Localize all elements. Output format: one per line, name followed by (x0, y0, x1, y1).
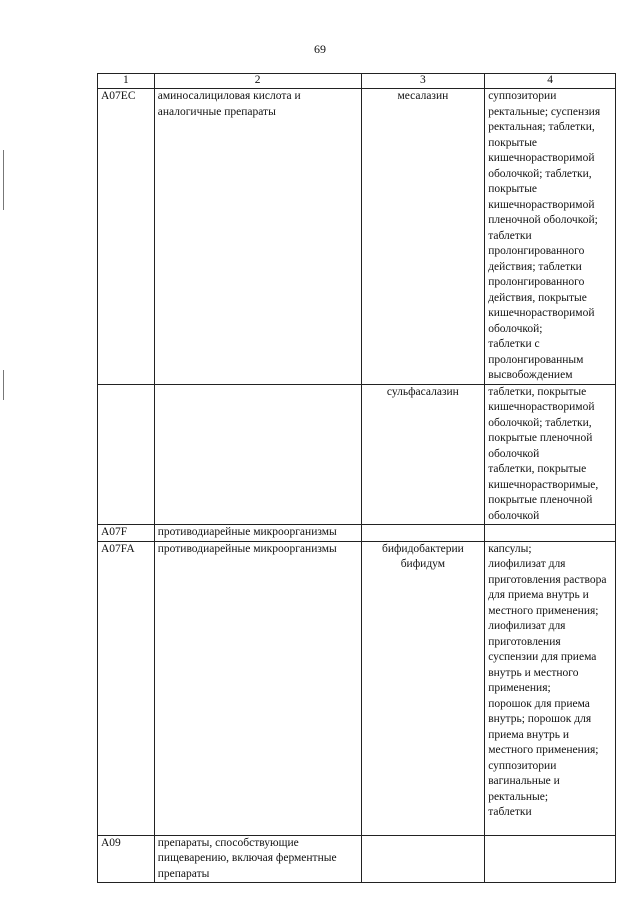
column-header-row (98, 74, 616, 89)
substance-name: бифидобактерии бифидум (361, 541, 485, 835)
column-header: 3 (361, 74, 485, 89)
atc-code: A07F (98, 525, 155, 542)
atc-code: A07FA (98, 541, 155, 835)
column-header: 2 (154, 74, 361, 89)
table-row (98, 384, 616, 525)
scan-edge-mark (3, 370, 4, 400)
substance-name: сульфасалазин (361, 384, 485, 525)
group-name: противодиарейные микроорганизмы (154, 541, 361, 835)
group-name: препараты, способствующие пищеварению, включая ферментные препараты (154, 835, 361, 883)
atc-code: A09 (98, 835, 155, 883)
dosage-forms (485, 525, 616, 542)
substance-name (361, 525, 485, 542)
atc-code: A07EC (98, 89, 155, 385)
table-row (98, 541, 616, 835)
table-row (98, 835, 616, 883)
dosage-forms: суппозитории ректальные; суспензия ректальная; таблетки, покрытые кишечнорастворимой оболочкой; таблетки, покрытые кишечнорастворимой пленочной оболочкой; таблетки пролонгированного действия; таблетки пролонгированного действия, покрытые кишечнорастворимой оболочкой; таблетки с пролонгированным высвобождением (485, 89, 616, 385)
table-row (98, 525, 616, 542)
group-name: противодиарейные микроорганизмы (154, 525, 361, 542)
table-row (98, 89, 616, 385)
page-number: 69 (314, 42, 326, 56)
dosage-forms: капсулы; лиофилизат для приготовления раствора для приема внутрь и местного применения; лиофилизат для приготовления суспензии для приема внутрь и местного применения; порошок для приема внутрь; порошок для приема внутрь и местного применения; суппозитории вагинальные и ректальные; таблетки (485, 541, 616, 835)
column-header: 4 (485, 74, 616, 89)
column-header: 1 (98, 74, 155, 89)
dosage-forms: таблетки, покрытые кишечнорастворимой оболочкой; таблетки, покрытые пленочной оболочкой таблетки, покрытые кишечнорастворимые, покрытые пленочной оболочкой (485, 384, 616, 525)
group-name: аминосалициловая кислота и аналогичные препараты (154, 89, 361, 385)
group-name (154, 384, 361, 525)
scan-edge-mark (3, 150, 4, 210)
dosage-forms (485, 835, 616, 883)
substance-name (361, 835, 485, 883)
substance-name: месалазин (361, 89, 485, 385)
atc-code (98, 384, 155, 525)
drug-table (97, 73, 616, 883)
